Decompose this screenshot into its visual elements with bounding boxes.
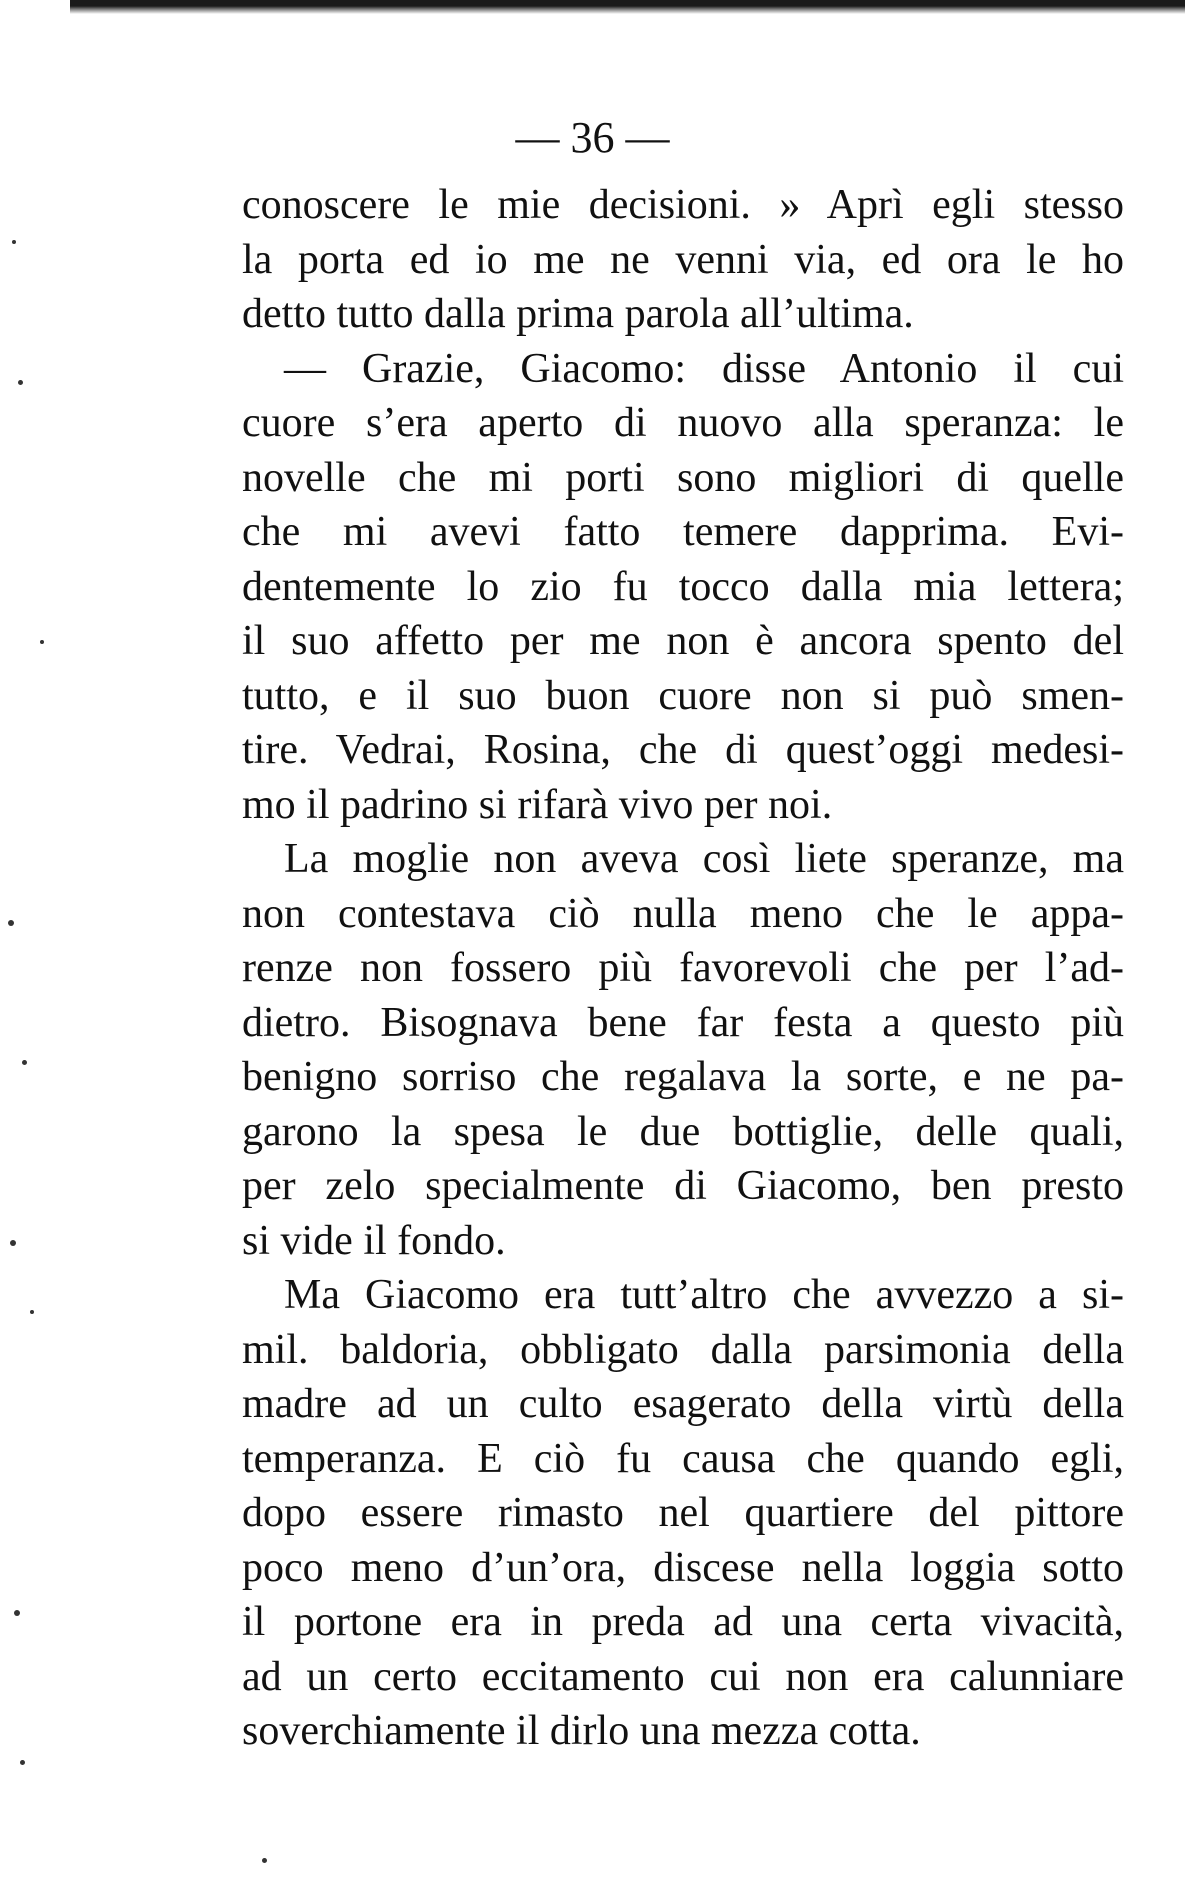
scan-speck [30, 1310, 34, 1314]
text-line: mil. baldoria, obbligato dalla parsimonia della [242, 1326, 1124, 1373]
text-line: dopo essere rimasto nel quartiere del pittore [242, 1490, 1124, 1536]
text-line: La moglie non aveva così liete speranze, ma [284, 836, 1124, 882]
text-line: ad un certo eccitamento cui non era calunniare [242, 1653, 1124, 1700]
text-line: conoscere le mie decisioni. » Aprì egli stesso [242, 182, 1124, 228]
text-line: non contestava ciò nulla meno che le appa- [242, 890, 1124, 937]
text-line: novelle che mi porti sono migliori di quelle [242, 454, 1124, 501]
text-line: renze non fossero più favorevoli che per l’ad- [242, 945, 1124, 991]
text-line: — Grazie, Giacomo: disse Antonio il cui [284, 345, 1124, 392]
text-line: che mi avevi fatto temere dapprima. Evi- [242, 509, 1124, 555]
scan-speck [10, 1240, 16, 1246]
text-line: il portone era in preda ad una certa vivacità, [242, 1599, 1124, 1645]
text-line: benigno sorriso che regalava la sorte, e ne pa- [242, 1054, 1124, 1100]
text-line: mo il padrino si rifarà vivo per noi. [242, 781, 833, 828]
text-line: la porta ed io me ne venni via, ed ora le ho [242, 236, 1124, 283]
text-line: si vide il fondo. [242, 1217, 506, 1264]
text-line: il suo affetto per me non è ancora spento del [242, 618, 1124, 664]
text-line: detto tutto dalla prima parola all’ultima. [242, 291, 914, 337]
body-text [242, 178, 1124, 1759]
text-line: tutto, e il suo buon cuore non si può smen- [242, 672, 1124, 719]
text-line: poco meno d’un’ora, discese nella loggia sotto [242, 1544, 1124, 1591]
scan-speck [12, 240, 16, 244]
text-line: garono la spesa le due bottiglie, delle quali, [242, 1108, 1124, 1155]
text-line: cuore s’era aperto di nuovo alla speranza: le [242, 400, 1124, 446]
text-line: tire. Vedrai, Rosina, che di quest’oggi medesi- [242, 727, 1124, 773]
page-number: — 36 — [515, 113, 670, 162]
scan-speck [40, 640, 44, 644]
scan-speck [20, 1760, 25, 1765]
text-line: Ma Giacomo era tutt’altro che avvezzo a si- [284, 1272, 1124, 1318]
text-line: temperanza. E ciò fu causa che quando egli, [242, 1435, 1124, 1482]
scan-speck [22, 1060, 27, 1065]
scan-speck [14, 1610, 20, 1616]
text-line: dietro. Bisognava bene far festa a questo più [242, 999, 1124, 1046]
text-line: madre ad un culto esagerato della virtù della [242, 1381, 1124, 1427]
text-line: soverchiamente il dirlo una mezza cotta. [242, 1708, 921, 1754]
scan-speck [262, 1858, 267, 1863]
scan-speck [18, 380, 23, 385]
page-top-edge [70, 0, 1185, 14]
text-line: per zelo specialmente di Giacomo, ben presto [242, 1163, 1124, 1209]
text-line: dentemente lo zio fu tocco dalla mia lettera; [242, 563, 1124, 610]
scan-speck [8, 920, 14, 926]
